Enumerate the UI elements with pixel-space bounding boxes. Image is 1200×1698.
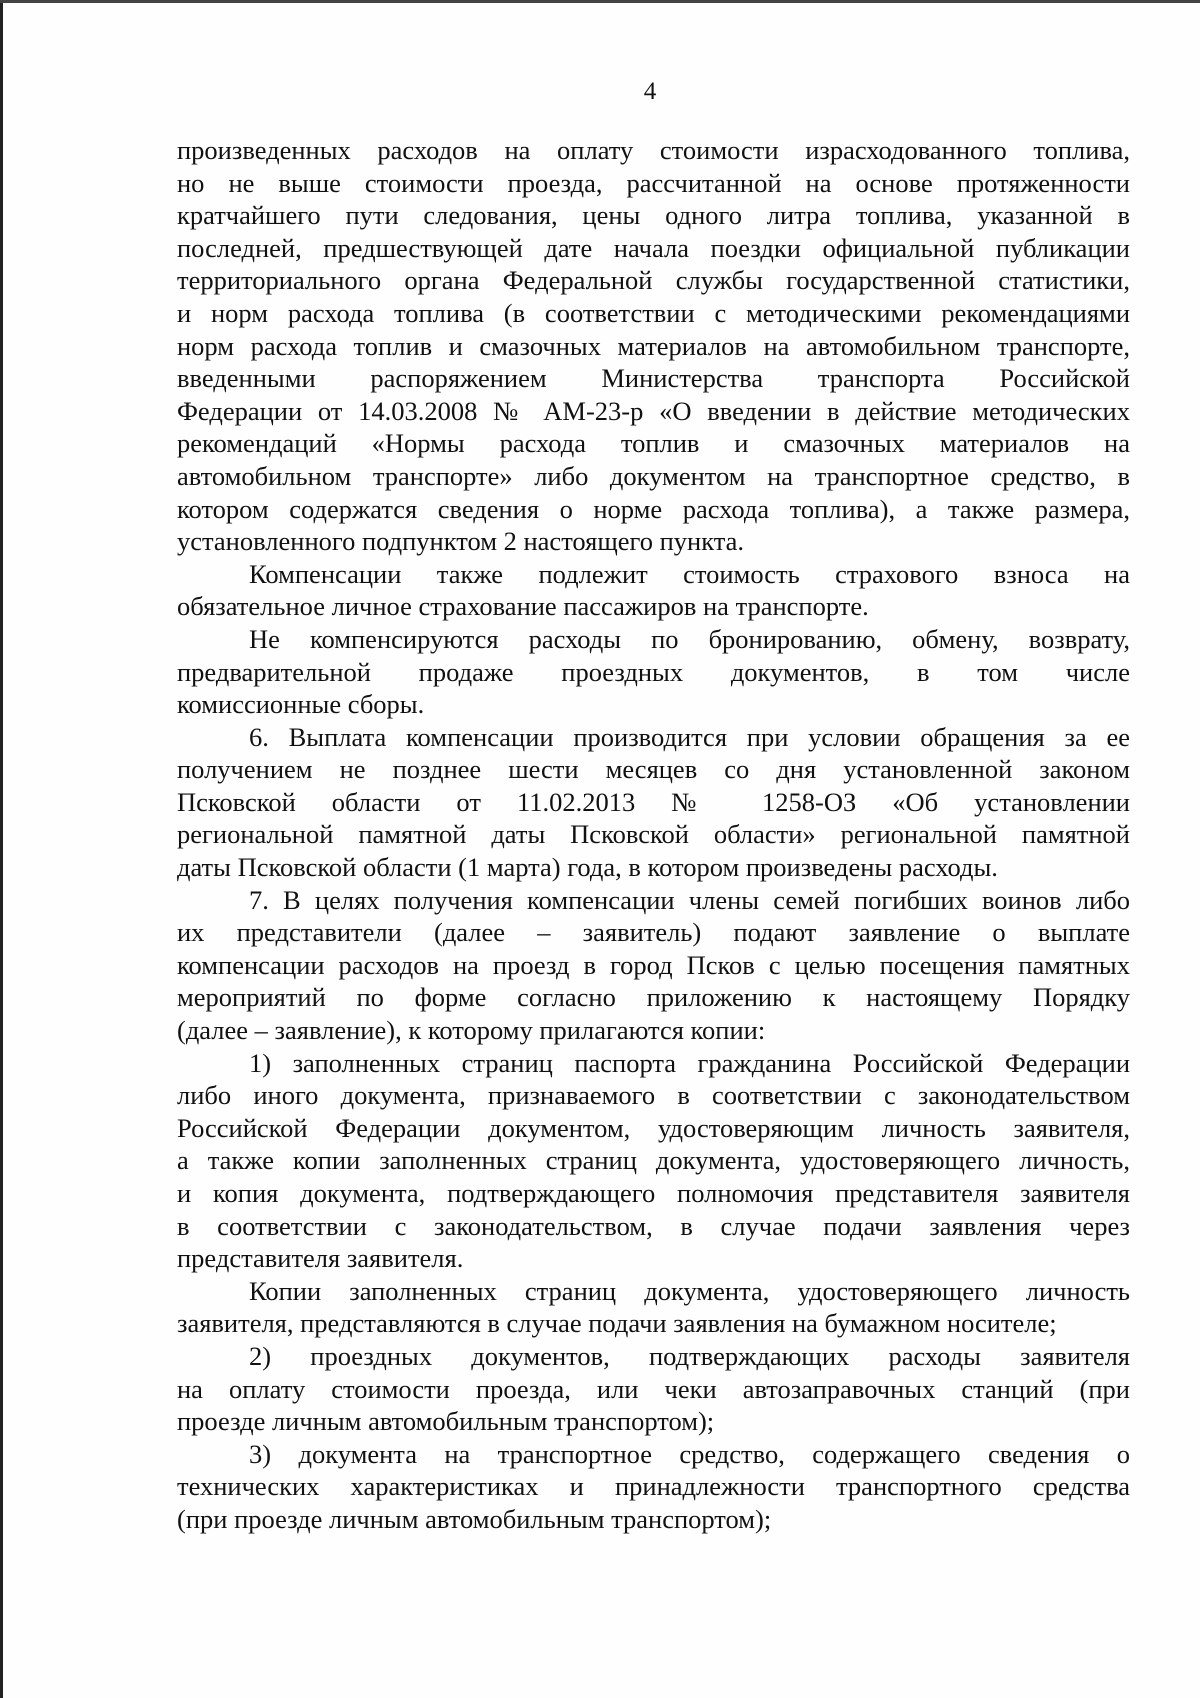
text-line: а также копии заполненных страниц документа, удостоверяющего личность, (177, 1145, 1130, 1176)
page-number: 4 (643, 78, 657, 105)
text-line: (при проезде личным автомобильным транспортом); (177, 1503, 772, 1534)
paragraph (177, 1275, 1130, 1340)
text-line: либо иного документа, признаваемого в соответствии с законодательством (177, 1080, 1130, 1111)
text-line: на оплату стоимости проезда, или чеки автозаправочных станций (при (177, 1373, 1130, 1404)
text-line: их представители (далее – заявитель) подают заявление о выплате (177, 917, 1130, 948)
paragraph (177, 1438, 1130, 1536)
text-line: установленного подпунктом 2 настоящего пункта. (177, 526, 745, 557)
text-line: в соответствии с законодательством, в случае подачи заявления через (177, 1210, 1130, 1241)
text-line: норм расхода топлив и смазочных материалов на автомобильном транспорте, (177, 330, 1130, 361)
text-line: Компенсации также подлежит стоимость страхового взноса на (249, 558, 1130, 589)
text-line: 2) проездных документов, подтверждающих расходы заявителя (249, 1340, 1130, 1371)
text-line: 3) документа на транспортное средство, содержащего сведения о (249, 1438, 1130, 1469)
text-line: кратчайшего пути следования, цены одного литра топлива, указанной в (177, 200, 1130, 231)
text-line: получением не позднее шести месяцев со дня установленной законом (177, 754, 1130, 785)
text-line: котором содержатся сведения о норме расхода топлива), а также размера, (177, 493, 1130, 524)
paragraph (177, 1047, 1130, 1275)
paragraph (177, 884, 1130, 1047)
text-line: представителя заявителя. (177, 1243, 464, 1274)
scan-edge-top (0, 0, 1200, 3)
document-body (177, 134, 1130, 1536)
text-line: Не компенсируются расходы по бронированию, обмену, возврату, (249, 623, 1130, 654)
text-line: и копия документа, подтверждающего полномочия представителя заявителя (177, 1178, 1130, 1208)
paragraph (177, 558, 1130, 623)
text-line: 7. В целях получения компенсации члены семей погибших воинов либо (249, 884, 1130, 915)
text-line: 6. Выплата компенсации производится при условии обращения за ее (249, 721, 1130, 752)
text-line: территориального органа Федеральной службы государственной статистики, (177, 265, 1130, 296)
text-line: технических характеристиках и принадлежности транспортного средства (177, 1471, 1130, 1502)
text-line: Российской Федерации документом, удостоверяющим личность заявителя, (177, 1112, 1130, 1143)
text-line: предварительной продаже проездных документов, в том числе (177, 656, 1130, 687)
text-line: комиссионные сборы. (177, 689, 425, 720)
text-line: даты Псковской области (1 марта) года, в котором произведены расходы. (177, 852, 998, 883)
paragraph (177, 1340, 1130, 1438)
text-line: 1) заполненных страниц паспорта гражданина Российской Федерации (249, 1047, 1130, 1078)
text-line: последней, предшествующей дате начала поездки официальной публикации (177, 232, 1130, 263)
text-line: заявителя, представляются в случае подачи заявления на бумажном носителе; (177, 1308, 1057, 1339)
text-line: произведенных расходов на оплату стоимости израсходованного топлива, (177, 135, 1130, 165)
paragraph (177, 623, 1130, 721)
text-line: компенсации расходов на проезд в город Псков с целью посещения памятных (177, 949, 1130, 980)
paragraph (177, 134, 1130, 558)
text-line: введенными распоряжением Министерства транспорта Российской (177, 363, 1130, 394)
text-line: рекомендаций «Нормы расхода топлив и смазочных материалов на (177, 428, 1130, 459)
text-line: Псковской области от 11.02.2013 № 1258-ОЗ «Об установлении (177, 786, 1130, 817)
text-line: проезде личным автомобильным транспортом); (177, 1406, 715, 1437)
paragraph (177, 721, 1130, 884)
text-line: но не выше стоимости проезда, рассчитанной на основе протяженности (177, 167, 1130, 198)
text-line: обязательное личное страхование пассажиров на транспорте. (177, 591, 869, 622)
scan-edge-left (0, 0, 3, 1698)
text-line: региональной памятной даты Псковской области» региональной памятной (177, 819, 1130, 850)
text-line: автомобильном транспорте» либо документом на транспортное средство, в (177, 460, 1130, 491)
text-line: Федерации от 14.03.2008 № АМ-23-р «О введении в действие методических (177, 395, 1130, 426)
text-line: Копии заполненных страниц документа, удостоверяющего личность (249, 1275, 1130, 1306)
text-line: (далее – заявление), к которому прилагаются копии: (177, 1015, 766, 1046)
text-line: мероприятий по форме согласно приложению к настоящему Порядку (177, 982, 1130, 1013)
text-line: и норм расхода топлива (в соответствии с методическими рекомендациями (177, 297, 1130, 328)
